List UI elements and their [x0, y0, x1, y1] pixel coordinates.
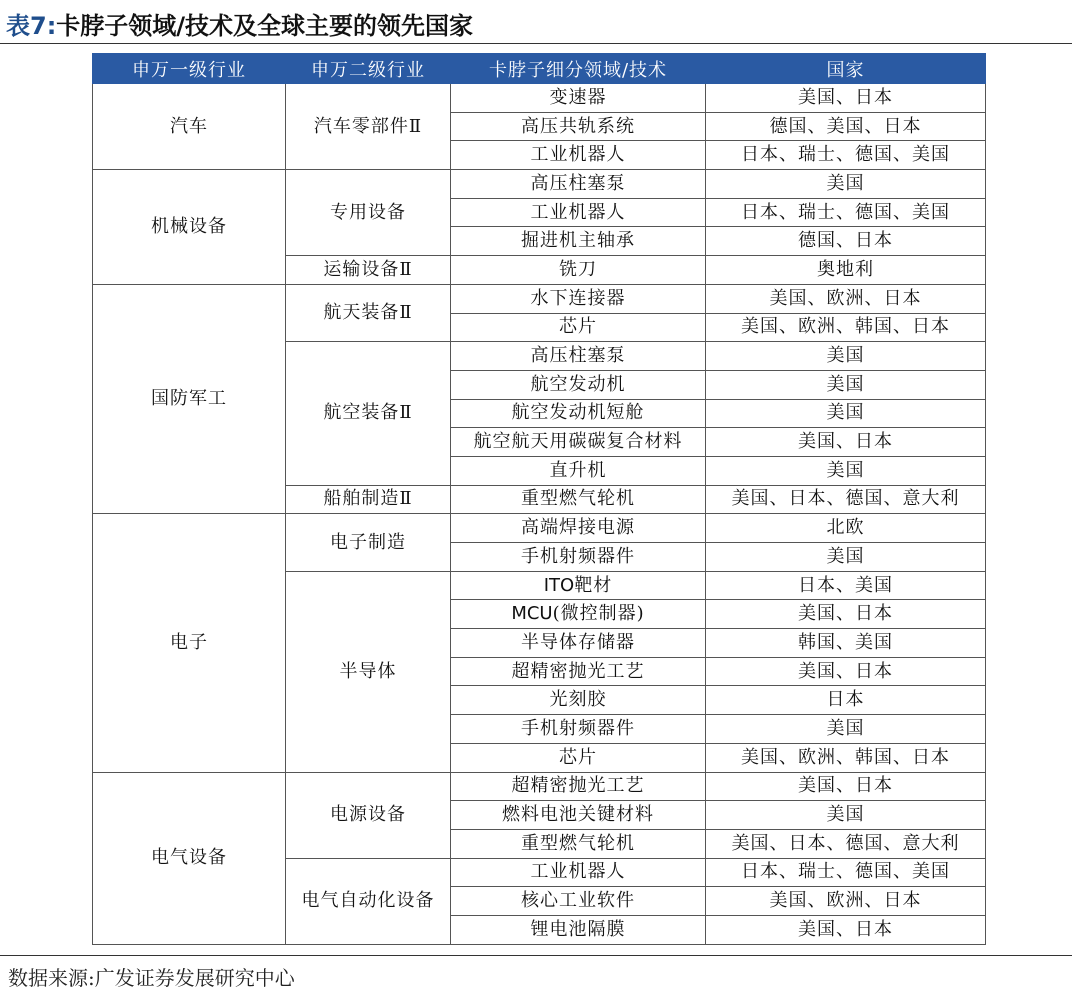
cell-tech: 工业机器人 — [451, 198, 706, 227]
table-row — [93, 772, 986, 801]
cell-tech: 掘进机主轴承 — [451, 227, 706, 256]
cell-country: 美国 — [706, 543, 986, 572]
cell-tech-abbr: ITO — [543, 574, 575, 596]
cell-sw-level2: 专用设备 — [286, 170, 451, 256]
cell-country: 日本、瑞士、德国、美国 — [706, 858, 986, 887]
cell-sw-level2: 电子制造 — [286, 514, 451, 571]
cell-tech-text: 靶材 — [574, 574, 613, 596]
cell-tech — [451, 600, 706, 629]
cell-tech: 超精密抛光工艺 — [451, 772, 706, 801]
cell-country: 美国、欧洲、韩国、日本 — [706, 313, 986, 342]
cell-sw-level2: 电气自动化设备 — [286, 858, 451, 944]
header-country: 国家 — [706, 54, 986, 84]
cell-tech: 手机射频器件 — [451, 543, 706, 572]
cell-tech — [451, 571, 706, 600]
table-body — [93, 84, 986, 945]
table-row — [93, 284, 986, 313]
cell-tech: 重型燃气轮机 — [451, 485, 706, 514]
cell-tech: 航空发动机短舱 — [451, 399, 706, 428]
table-row — [93, 170, 986, 199]
cell-country: 美国 — [706, 370, 986, 399]
cell-sw-level2: 航空装备Ⅱ — [286, 342, 451, 485]
cell-sw-level2: 船舶制造Ⅱ — [286, 485, 451, 514]
cell-tech: 变速器 — [451, 84, 706, 113]
data-source-note: 数据来源:广发证券发展研究中心 — [8, 966, 295, 990]
cell-tech: 芯片 — [451, 743, 706, 772]
cell-tech: 核心工业软件 — [451, 887, 706, 916]
cell-country: 德国、日本 — [706, 227, 986, 256]
cell-sw-level2: 半导体 — [286, 571, 451, 772]
cell-tech-abbr: MCU — [511, 603, 553, 625]
cell-sw-level1: 电子 — [93, 514, 286, 772]
cell-sw-level2: 航天装备Ⅱ — [286, 284, 451, 341]
table-number: 表7: — [6, 12, 57, 40]
cell-tech: 光刻胶 — [451, 686, 706, 715]
cell-country: 日本、美国 — [706, 571, 986, 600]
cell-tech: 高压共轨系统 — [451, 112, 706, 141]
table-row — [93, 514, 986, 543]
cell-tech: 半导体存储器 — [451, 629, 706, 658]
cell-tech: 高压柱塞泵 — [451, 342, 706, 371]
header-sw-level1: 申万一级行业 — [93, 54, 286, 84]
cell-country: 日本、瑞士、德国、美国 — [706, 141, 986, 170]
cell-country: 美国、日本 — [706, 84, 986, 113]
cell-sw-level2: 汽车零部件Ⅱ — [286, 84, 451, 170]
table-row — [93, 84, 986, 113]
cell-tech: 重型燃气轮机 — [451, 829, 706, 858]
cell-tech: 水下连接器 — [451, 284, 706, 313]
cell-country: 美国、日本 — [706, 428, 986, 457]
cell-country: 美国 — [706, 342, 986, 371]
cell-country: 奥地利 — [706, 256, 986, 285]
cell-country: 美国 — [706, 715, 986, 744]
cell-country: 韩国、美国 — [706, 629, 986, 658]
cell-country: 美国、日本、德国、意大利 — [706, 829, 986, 858]
cell-country: 美国 — [706, 170, 986, 199]
cell-sw-level2: 电源设备 — [286, 772, 451, 858]
cell-sw-level1: 汽车 — [93, 84, 286, 170]
cell-tech: 高端焊接电源 — [451, 514, 706, 543]
cell-country: 美国 — [706, 456, 986, 485]
top-rule — [0, 43, 1072, 44]
cell-country: 美国 — [706, 399, 986, 428]
table-header-row — [93, 54, 986, 84]
cell-country: 日本、瑞士、德国、美国 — [706, 198, 986, 227]
cell-tech: 超精密抛光工艺 — [451, 657, 706, 686]
cell-country: 美国、欧洲、韩国、日本 — [706, 743, 986, 772]
chokepoint-tech-table — [92, 53, 986, 945]
cell-country: 美国、欧洲、日本 — [706, 887, 986, 916]
cell-tech: 工业机器人 — [451, 141, 706, 170]
cell-country: 美国、日本 — [706, 772, 986, 801]
cell-sw-level1: 国防军工 — [93, 284, 286, 514]
cell-tech: 手机射频器件 — [451, 715, 706, 744]
cell-country: 北欧 — [706, 514, 986, 543]
cell-country: 美国、欧洲、日本 — [706, 284, 986, 313]
cell-tech: 铣刀 — [451, 256, 706, 285]
cell-sw-level1: 电气设备 — [93, 772, 286, 944]
cell-tech: 高压柱塞泵 — [451, 170, 706, 199]
header-tech: 卡脖子细分领域/技术 — [451, 54, 706, 84]
cell-country: 德国、美国、日本 — [706, 112, 986, 141]
cell-tech: 直升机 — [451, 456, 706, 485]
cell-tech: 航空航天用碳碳复合材料 — [451, 428, 706, 457]
cell-tech: 锂电池隔膜 — [451, 915, 706, 944]
cell-country: 日本 — [706, 686, 986, 715]
cell-country: 美国、日本 — [706, 915, 986, 944]
cell-tech-text: (微控制器) — [552, 603, 645, 625]
cell-sw-level1: 机械设备 — [93, 170, 286, 285]
cell-sw-level2: 运输设备Ⅱ — [286, 256, 451, 285]
cell-tech: 芯片 — [451, 313, 706, 342]
bottom-rule — [0, 955, 1072, 956]
cell-country: 美国、日本、德国、意大利 — [706, 485, 986, 514]
cell-tech: 工业机器人 — [451, 858, 706, 887]
table-caption — [6, 6, 473, 41]
cell-country: 美国、日本 — [706, 657, 986, 686]
header-sw-level2: 申万二级行业 — [286, 54, 451, 84]
table-title: 卡脖子领域/技术及全球主要的领先国家 — [56, 12, 474, 40]
cell-tech: 燃料电池关键材料 — [451, 801, 706, 830]
cell-country: 美国 — [706, 801, 986, 830]
cell-tech: 航空发动机 — [451, 370, 706, 399]
cell-country: 美国、日本 — [706, 600, 986, 629]
